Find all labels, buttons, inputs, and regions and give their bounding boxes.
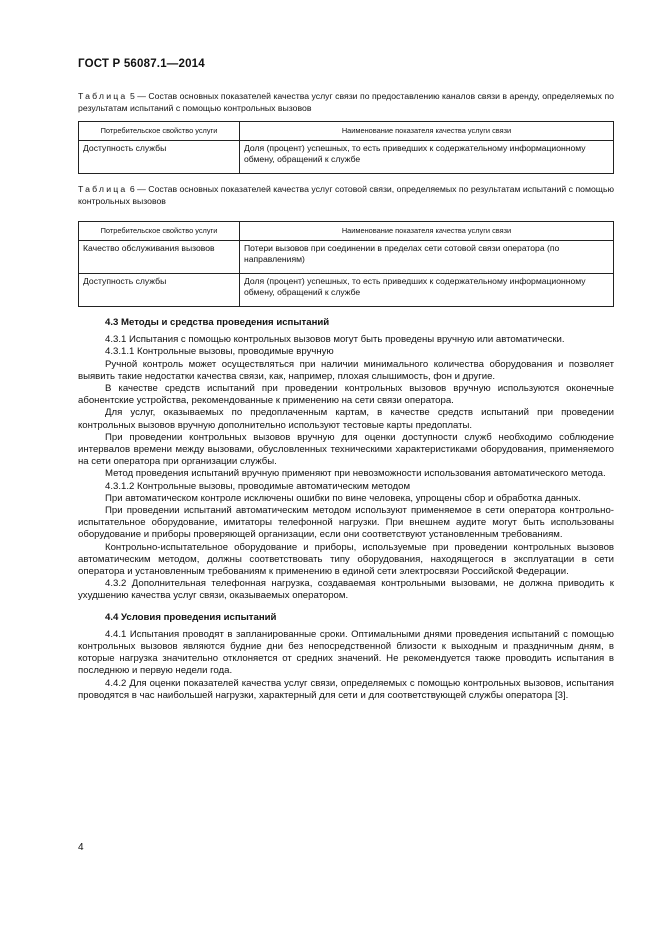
table-row xyxy=(79,240,614,273)
table5-caption-text: 5 — Состав основных показателей качества услуг связи по предоставлению каналов связи в аренду, определяемых по результатам испытаний с помощью контрольных вызовов xyxy=(78,91,614,113)
paragraph: Ручной контроль может осуществляться при наличии минимального количества оборудования и позволяет выявить такие недостатки качества связи, как, например, плохая слышимость, фон и другие. xyxy=(78,358,614,382)
section-4-3-heading: 4.3 Методы и средства проведения испытаний xyxy=(105,317,330,328)
table5-header-row xyxy=(79,122,614,141)
subsection-heading: 4.3.1.1 Контрольные вызовы, проводимые вручную xyxy=(105,346,334,358)
table5-caption-label: Таблица xyxy=(78,91,128,101)
paragraph: 4.3.2 Дополнительная телефонная нагрузка, создаваемая контрольными вызовами, не должна приводить к ухудшению качества услуг связи, оказываемых оператором. xyxy=(78,578,614,602)
paragraph: При проведении контрольных вызовов вручную для оценки доступности служб необходимо соблюдение интервалов времени между вызовами, обусловленных техническими характеристиками оборудования, применяемого на сети оператора при организации службы. xyxy=(78,431,614,468)
paragraph: При автоматическом контроле исключены ошибки по вине человека, упрощены сбор и обработка данных. xyxy=(105,492,581,504)
section-4-4-heading: 4.4 Условия проведения испытаний xyxy=(105,611,277,623)
table6-cell-property: Доступность службы xyxy=(79,273,240,306)
table6 xyxy=(78,221,614,307)
paragraph: 4.4.1 Испытания проводят в запланированные сроки. Оптимальными днями проведения испытаний с помощью контрольных вызовов являются будние дни без непосредственной близости к выходным и праздничным дням, в которые нагрузка значительно отклоняется от средних значений. Не рекомендуется также проводить испытания в последнюю и первую недели года. xyxy=(78,628,614,677)
table5-cell-property: Доступность службы xyxy=(79,140,240,173)
document-body xyxy=(78,317,614,702)
table6-caption-label: Таблица xyxy=(78,184,128,194)
table6-cell-indicator: Потери вызовов при соединении в пределах сети сотовой связи оператора (по направлениям) xyxy=(240,240,614,273)
table6-header-property: Потребительское свойство услуги xyxy=(79,222,240,241)
table6-cell-property: Качество обслуживания вызовов xyxy=(79,240,240,273)
paragraph: Метод проведения испытаний вручную применяют при невозможности использования автоматического метода. xyxy=(105,468,606,480)
paragraph: Контрольно-испытательное оборудование и приборы, используемые при проведении контрольных вызовов автоматическим методом, должны соответствовать типу оборудования, находящегося в эксплуатации в сети оператора и установленным требованиям к применению в единой сети электросвязи Российской Федерации. xyxy=(78,541,614,578)
table5-header-property: Потребительское свойство услуги xyxy=(79,122,240,141)
page-number: 4 xyxy=(78,842,84,853)
table5 xyxy=(78,121,614,174)
paragraph: Для услуг, оказываемых по предоплаченным картам, в качестве средств испытаний при проведении контрольных вызовов вручную дополнительно используют тестовые карты предоплаты. xyxy=(78,407,614,431)
table5-header-indicator: Наименование показателя качества услуги связи xyxy=(240,122,614,141)
table6-header-row xyxy=(79,222,614,241)
table6-cell-indicator: Доля (процент) успешных, то есть приведших к содержательному информационному обмену, обращений к службе xyxy=(240,273,614,306)
table6-header-indicator: Наименование показателя качества услуги связи xyxy=(240,222,614,241)
paragraph: При проведении испытаний автоматическим методом используют применяемое в сети оператора контрольно-испытательное оборудование, имитаторы телефонной нагрузки. При внешнем аудите могут быть использованы оборудование и приборы проверяющей организации, если они соответствуют установленным требованиям. xyxy=(78,505,614,541)
table-row xyxy=(79,140,614,173)
subsection-heading: 4.3.1.2 Контрольные вызовы, проводимые автоматическим методом xyxy=(105,480,411,492)
paragraph: В качестве средств испытаний при проведении контрольных вызовов вручную используются оконечные абонентские устройства, рекомендованные к применению на сети связи оператора. xyxy=(78,383,614,407)
table6-caption-text: 6 — Состав основных показателей качества услуг сотовой связи, определяемых по результатам испытаний с помощью контрольных вызовов xyxy=(78,184,614,206)
document-id: ГОСТ Р 56087.1—2014 xyxy=(78,58,205,70)
table5-caption xyxy=(78,91,614,114)
table6-caption xyxy=(78,184,614,207)
table-row xyxy=(79,273,614,306)
paragraph: 4.3.1 Испытания с помощью контрольных вызовов могут быть проведены вручную или автоматически. xyxy=(105,334,565,346)
table5-cell-indicator: Доля (процент) успешных, то есть приведших к содержательному информационному обмену, обращений к службе xyxy=(240,140,614,173)
paragraph: 4.4.2 Для оценки показателей качества услуг связи, определяемых с помощью контрольных вызовов, испытания проводятся в час наибольшей нагрузки, характерный для сети и для соответствующей службы оператора [3]. xyxy=(78,677,614,701)
